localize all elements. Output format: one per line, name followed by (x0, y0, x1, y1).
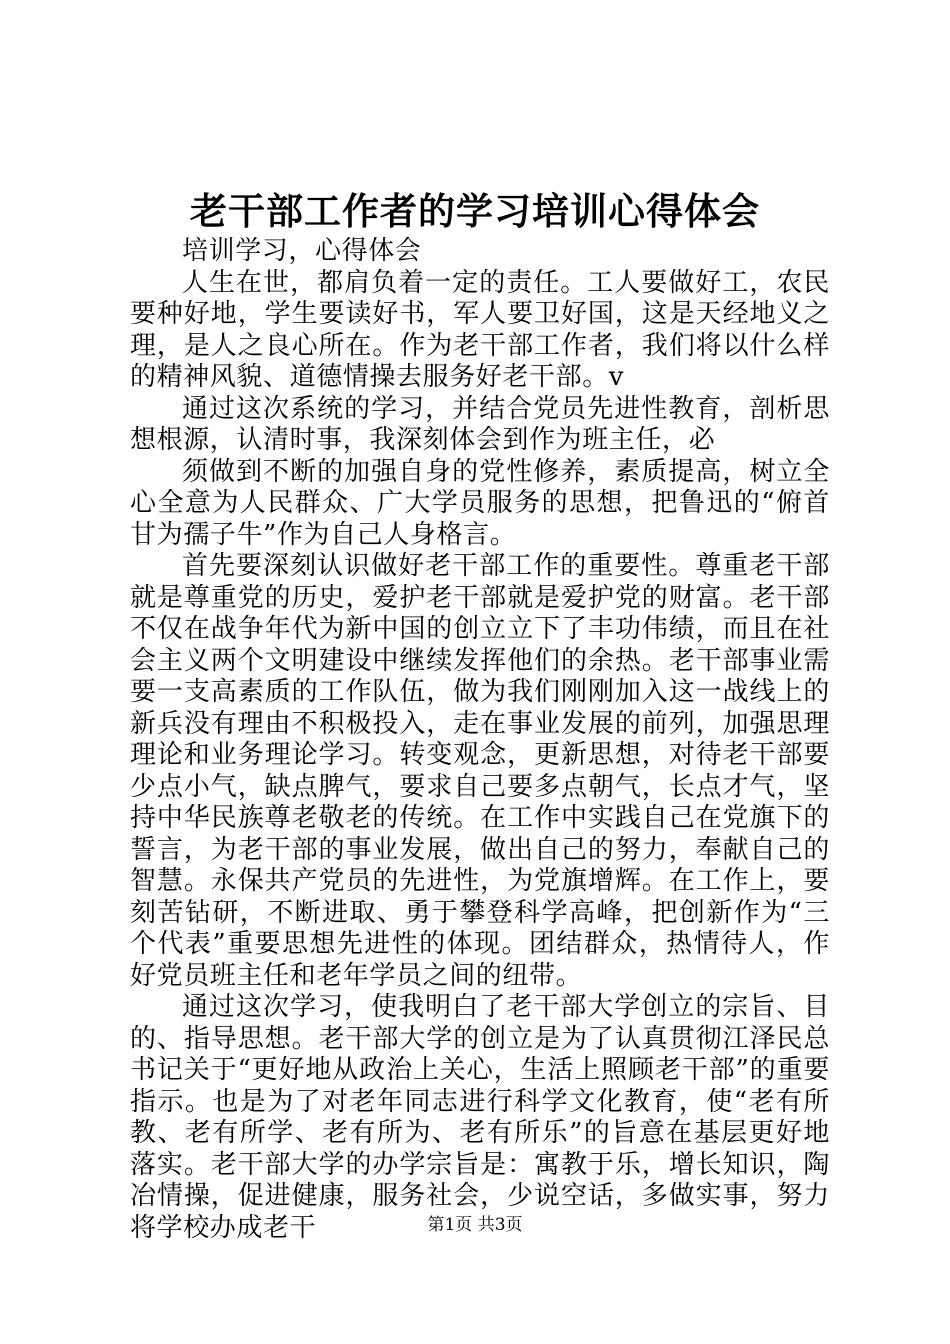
paragraph-3: 须做到不断的加强自身的党性修养，素质提高，树立全心全意为人民群众、广大学员服务的思想，把鲁迅的“俯首甘为孺子牛”作为自己人身格言。 (130, 456, 830, 550)
paragraph-2: 通过这次系统的学习，并结合党员先进性教育，剖析思想根源，认清时事，我深刻体会到作为班主任，必 (130, 393, 830, 455)
document-title: 老干部工作者的学习培训心得体会 (190, 189, 760, 233)
paragraph-4: 首先要深刻认识做好老干部工作的重要性。尊重老干部就是尊重党的历史，爱护老干部就是爱护党的财富。老干部不仅在战争年代为新中国的创立立下了丰功伟绩，而且在社会主义两个文明建设中继续发挥他们的余热。老干部事业需要一支高素质的工作队伍，做为我们刚刚加入这一战线上的新兵没有理由不积极投入，走在事业发展的前列，加强思理理论和业务理论学习。转变观念，更新思想，对待老干部要少点小气，缺点脾气，要求自己要多点朝气，长点才气，坚持中华民族尊老敬老的传统。在工作中实践自己在党旗下的誓言，为老干部的事业发展，做出自己的努力，奉献自己的智慧。永保共产党员的先进性，为党旗增辉。在工作上，要刻苦钻研，不断进取、勇于攀登科学高峰，把创新作为“三个代表”重要思想先进性的体现。团结群众，热情待人，作好党员班主任和老年学员之间的纽带。 (130, 551, 830, 991)
paragraph-5: 通过这次学习，使我明白了老干部大学创立的宗旨、目的、指导思想。老干部大学的创立是为了认真贯彻江泽民总书记关于“更好地从政治上关心，生活上照顾老干部”的重要指示。也是为了对老年同志进行科学文化教育，使“老有所教、老有所学、老有所为、老有所乐”的旨意在基层更好地落实。老干部大学的办学宗旨是：寓教于乐，增长知识，陶冶情操，促进健康，服务社会，少说空话，多做实事，努力将学校办成老干 (130, 992, 830, 1243)
paragraph-keywords: 培训学习，心得体会 (182, 236, 422, 266)
paragraph-1: 人生在世，都肩负着一定的责任。工人要做好工，农民要种好地，学生要读好书，军人要卫好国，这是天经地义之理，是人之良心所在。作为老干部工作者，我们将以什么样的精神风貌、道德情操去服务好老干部。v (130, 267, 830, 392)
page-footer: 第1页 共3页 (427, 1215, 523, 1235)
document-body (130, 236, 830, 1244)
